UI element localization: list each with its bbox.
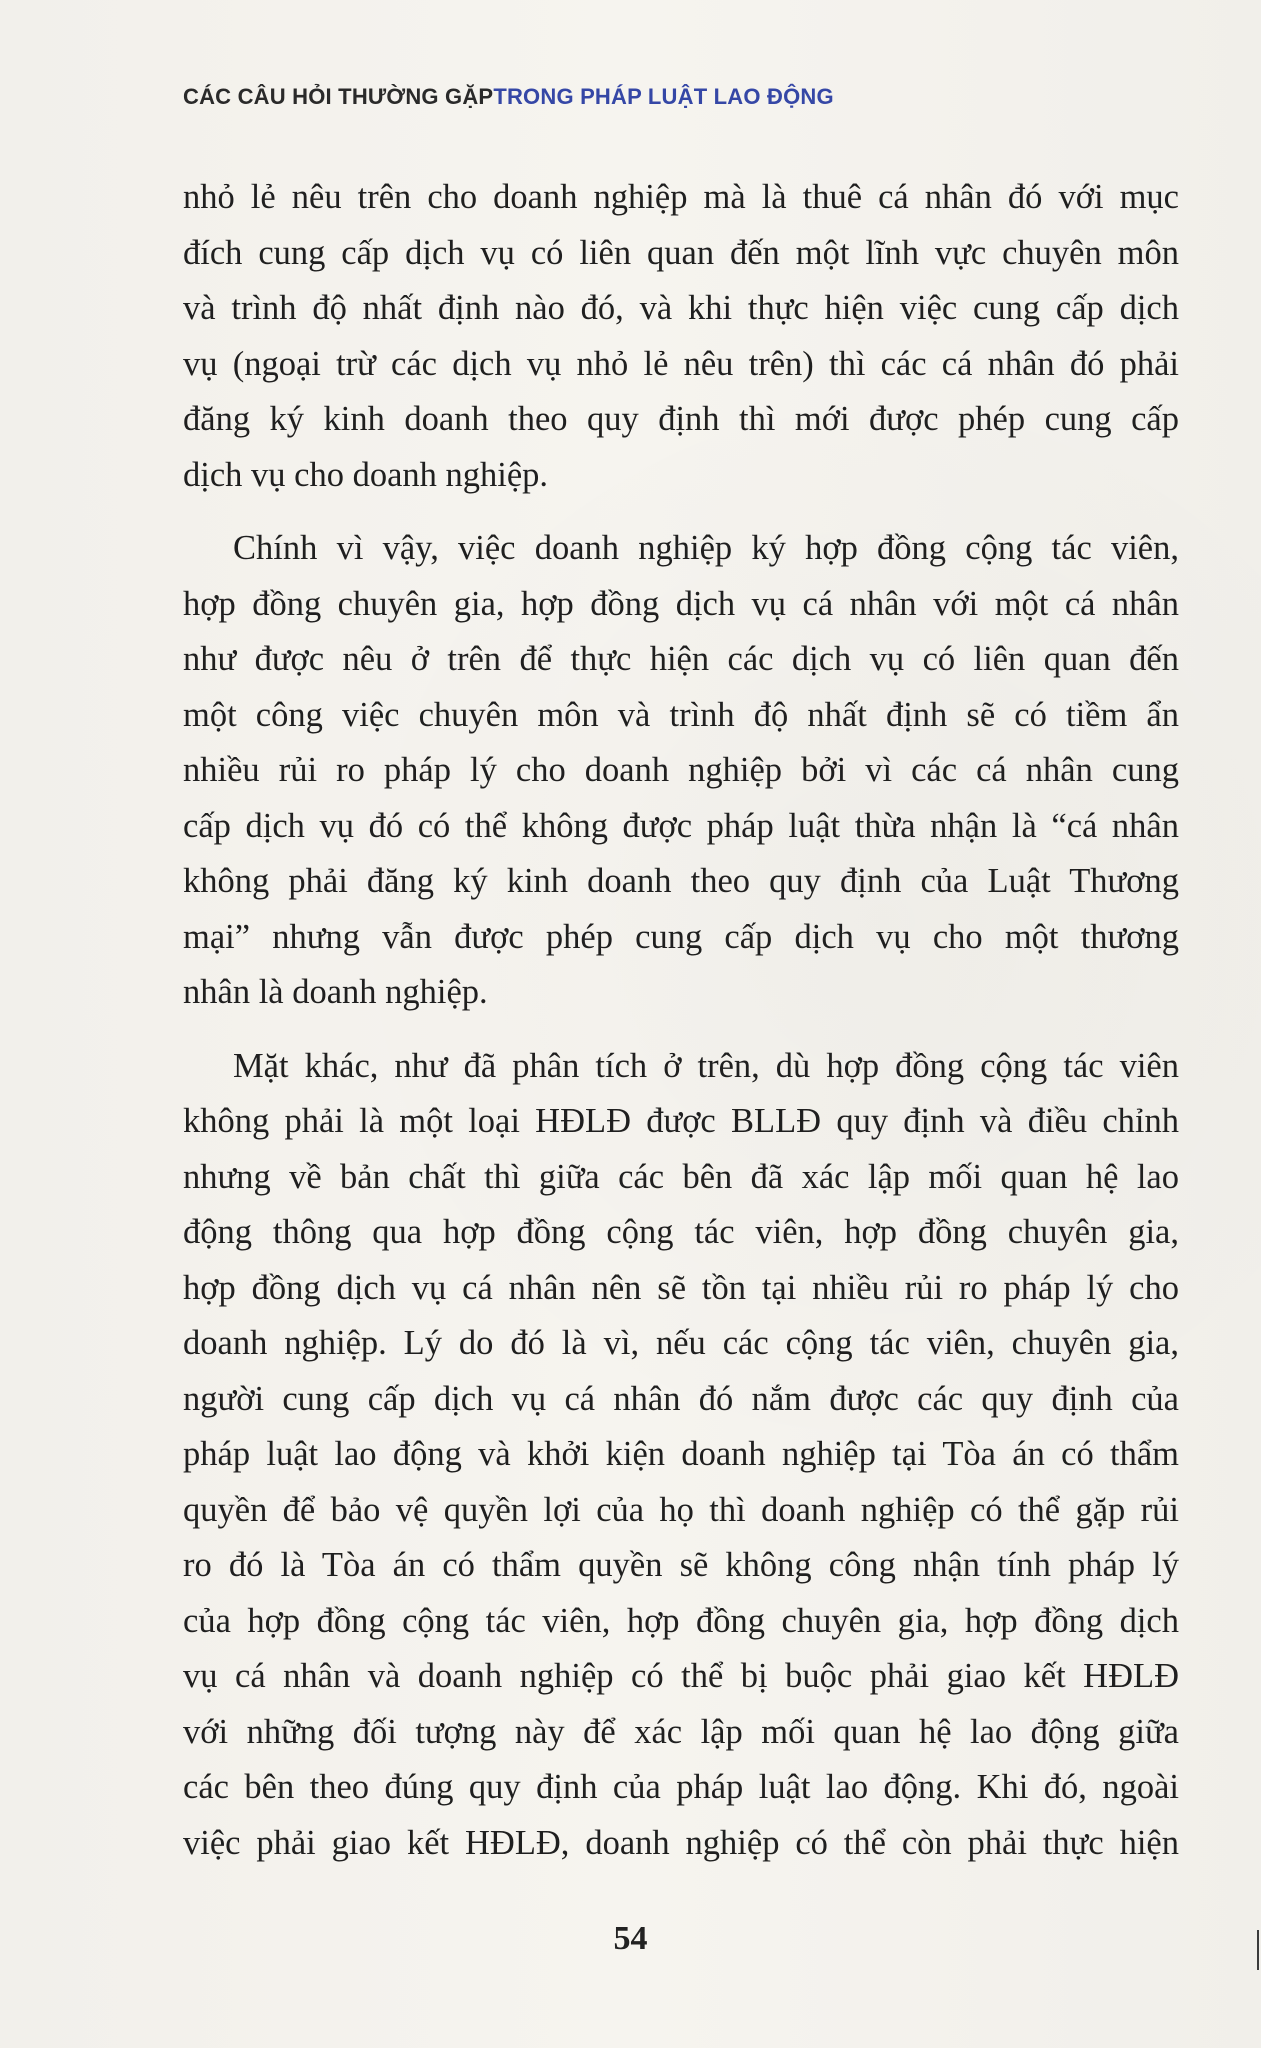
text-line: quyền để bảo vệ quyền lợi của họ thì doanh nghiệp có thể gặp rủi	[183, 1490, 1179, 1529]
header-title-left: CÁC CÂU HỎI THƯỜNG GẶP	[183, 84, 494, 109]
text-line: của hợp đồng cộng tác viên, hợp đồng chuyên gia, hợp đồng dịch	[183, 1601, 1179, 1640]
text-line: với những đối tượng này để xác lập mối quan hệ lao động giữa	[183, 1712, 1179, 1751]
page-number: 54	[613, 1920, 648, 1957]
text-line: cấp dịch vụ đó có thể không được pháp luật thừa nhận là “cá nhân	[183, 806, 1179, 845]
text-line: dịch vụ cho doanh nghiệp.	[183, 455, 549, 494]
text-line: nhỏ lẻ nêu trên cho doanh nghiệp mà là thuê cá nhân đó với mục	[183, 178, 1179, 216]
paragraph-3	[183, 1039, 1179, 1872]
text-line: đích cung cấp dịch vụ có liên quan đến một lĩnh vực chuyên môn	[183, 233, 1179, 272]
text-line: hợp đồng chuyên gia, hợp đồng dịch vụ cá nhân với một cá nhân	[183, 584, 1179, 623]
text-line: một công việc chuyên môn và trình độ nhất định sẽ có tiềm ẩn	[183, 695, 1179, 734]
text-line: như được nêu ở trên để thực hiện các dịch vụ có liên quan đến	[183, 640, 1179, 678]
text-line: ro đó là Tòa án có thẩm quyền sẽ không công nhận tính pháp lý	[183, 1546, 1179, 1584]
text-line: pháp luật lao động và khởi kiện doanh nghiệp tại Tòa án có thẩm	[183, 1435, 1179, 1473]
running-header	[183, 84, 834, 110]
body-text	[183, 170, 1179, 1871]
page-edge-mark	[1257, 1930, 1259, 1970]
text-line: đăng ký kinh doanh theo quy định thì mới được phép cung cấp	[183, 400, 1179, 438]
text-line: vụ cá nhân và doanh nghiệp có thể bị buộc phải giao kết HĐLĐ	[183, 1657, 1179, 1695]
text-line: mại” nhưng vẫn được phép cung cấp dịch vụ cho một thương	[183, 917, 1179, 956]
text-line: Chính vì vậy, việc doanh nghiệp ký hợp đồng cộng tác viên,	[233, 529, 1179, 567]
text-line: và trình độ nhất định nào đó, và khi thực hiện việc cung cấp dịch	[183, 289, 1179, 327]
paragraph-2	[183, 521, 1179, 1021]
header-title-right: TRONG PHÁP LUẬT LAO ĐỘNG	[493, 84, 834, 109]
text-line: không phải là một loại HĐLĐ được BLLĐ quy định và điều chỉnh	[183, 1102, 1179, 1140]
text-line: vụ (ngoại trừ các dịch vụ nhỏ lẻ nêu trên) thì các cá nhân đó phải	[183, 344, 1179, 383]
text-line: việc phải giao kết HĐLĐ, doanh nghiệp có thể còn phải thực hiện	[183, 1823, 1179, 1862]
text-line: nhưng về bản chất thì giữa các bên đã xác lập mối quan hệ lao	[183, 1157, 1179, 1196]
text-line: động thông qua hợp đồng cộng tác viên, hợp đồng chuyên gia,	[183, 1213, 1179, 1251]
text-line: không phải đăng ký kinh doanh theo quy định của Luật Thương	[183, 862, 1179, 900]
text-line: doanh nghiệp. Lý do đó là vì, nếu các cộng tác viên, chuyên gia,	[183, 1324, 1179, 1362]
paragraph-1	[183, 170, 1179, 503]
text-line: nhân là doanh nghiệp.	[183, 973, 488, 1011]
text-line: người cung cấp dịch vụ cá nhân đó nắm được các quy định của	[183, 1379, 1179, 1418]
text-line: nhiều rủi ro pháp lý cho doanh nghiệp bởi vì các cá nhân cung	[183, 751, 1179, 789]
text-line: các bên theo đúng quy định của pháp luật lao động. Khi đó, ngoài	[183, 1768, 1179, 1806]
text-line: Mặt khác, như đã phân tích ở trên, dù hợp đồng cộng tác viên	[233, 1046, 1179, 1085]
text-line: hợp đồng dịch vụ cá nhân nên sẽ tồn tại nhiều rủi ro pháp lý cho	[183, 1268, 1179, 1307]
